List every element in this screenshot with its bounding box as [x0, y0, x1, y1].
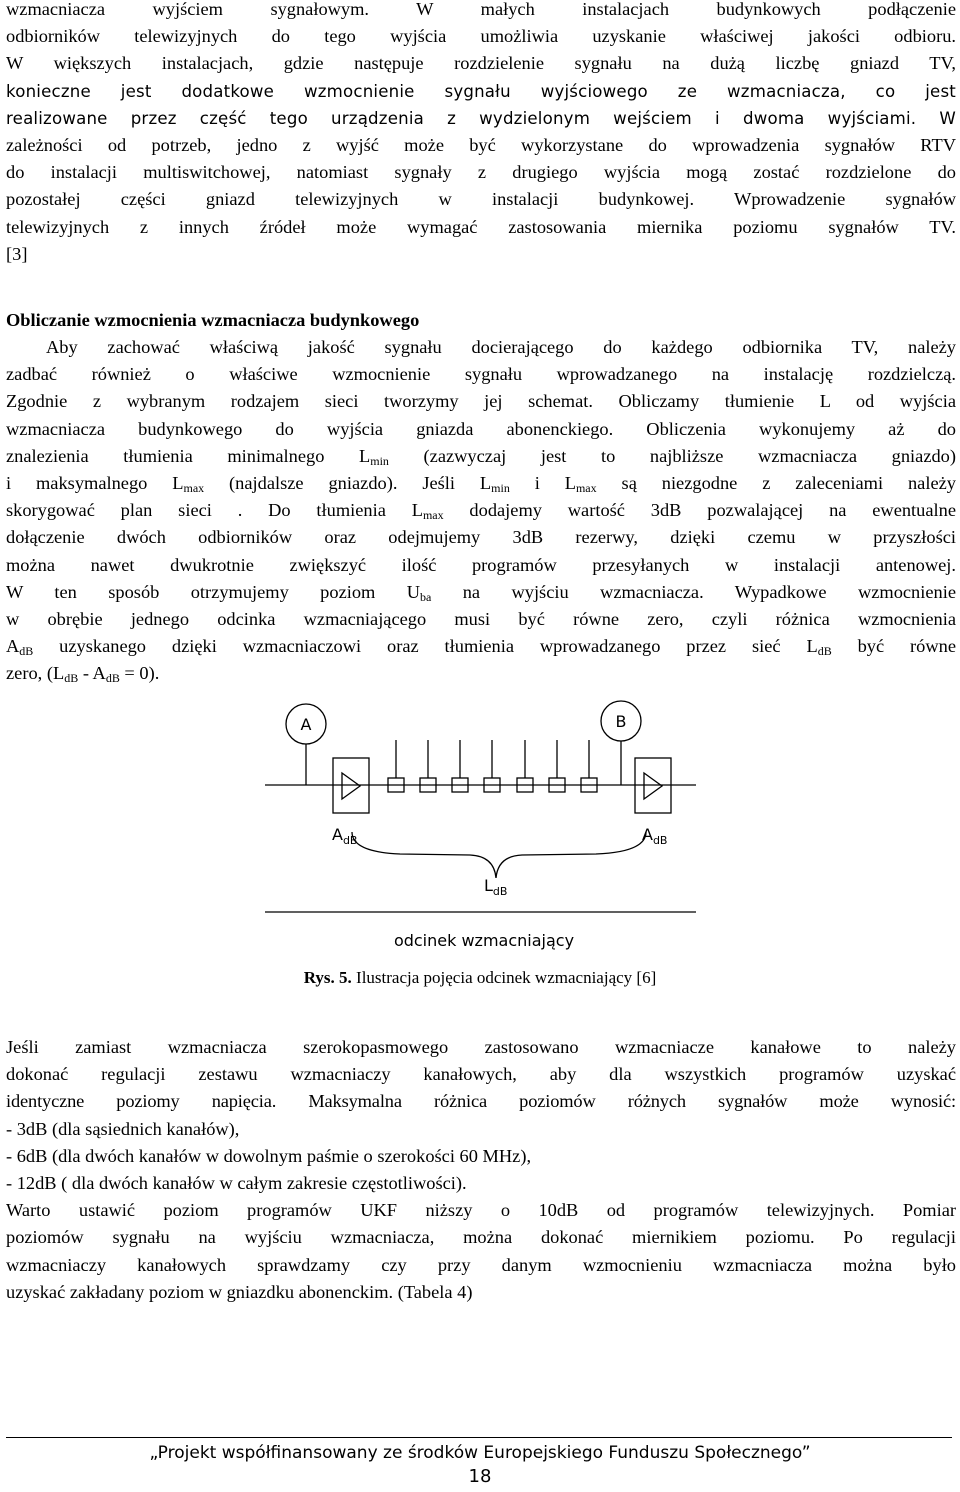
text-line: zależności od potrzeb, jedno z wyjść może być wykorzystane do wprowadzenia sygnałów RTV [6, 135, 956, 156]
page-number: 18 [468, 1466, 492, 1487]
amplifier-b-symbol [644, 773, 662, 799]
loss-label: $L_{dB}$ [484, 876, 508, 898]
text-line: do instalacji multiswitchowej, natomiast sygnały z drugiego wyjścia mogą zostać rozdzielone do [6, 162, 956, 183]
text-line: wzmacniaczy kanałowych sprawdzamy czy przy danym wzmocnieniu wzmacniacza można było [6, 1254, 956, 1275]
text-line: zadbać również o właściwe wzmocnienie sygnału wprowadzanego na instalację rozdzielczą. [6, 364, 956, 385]
text-line: pozostałej części gniazd telewizyjnych w instalacji budynkowej. Wprowadzenie sygnałów [6, 189, 956, 210]
gain-a-label: $A_{dB}$ [332, 825, 358, 847]
segment-brace [352, 832, 646, 878]
text-line: dołączenie dwóch odbiorników oraz odejmujemy 3dB rezerwy, dzięki czemu w przyszłości [6, 527, 956, 548]
list-item: - 12dB ( dla dwóch kanałów w całym zakresie częstotliwości). [6, 1173, 467, 1194]
list-item: - 3dB (dla sąsiednich kanałów), [6, 1118, 240, 1139]
text-line: poziomów sygnału na wyjściu wzmacniacza, można dokonać miernikiem poziomu. Po regulacji [6, 1227, 956, 1248]
text-line: odbiorników telewizyjnych do tego wyjścia umożliwia uzyskanie właściwej jakości odbioru. [6, 26, 956, 47]
node-b-label: B [615, 712, 627, 731]
text-line: telewizyjnych z innych źródeł może wymagać zastosowania miernika poziomu sygnałów TV. [6, 216, 956, 237]
text-line: W ten sposób otrzymujemy poziom $U_{ba}$ na wyjściu wzmacniacza. Wypadkowe wzmocnienie [6, 581, 956, 604]
list-item: - 6dB (dla dwóch kanałów w dowolnym paśmie o szerokości 60 MHz), [6, 1145, 532, 1166]
section-heading: Obliczanie wzmocnienia wzmacniacza budynkowego [6, 310, 420, 330]
text-line: można nawet dwukrotnie zwiększyć ilość programów przesyłanych w instalacji antenowej. [6, 554, 956, 575]
footer-divider [6, 1437, 952, 1438]
text-line: [3] [6, 243, 28, 264]
intro-paragraph [6, 0, 956, 268]
text-line: w obrębie jednego odcinka wzmacniającego musi być równe zero, czyli różnica wzmocnienia [6, 609, 956, 630]
text-line: Jeśli zamiast wzmacniacza szerokopasmowego zastosowano wzmacniacze kanałowe to należy [6, 1037, 956, 1057]
segment-label: odcinek wzmacniający [393, 931, 575, 950]
footer-text: „Projekt współfinansowany ze środków Europejskiego Funduszu Społecznego” [149, 1443, 811, 1463]
tap-outlets [388, 740, 597, 792]
amplifier-a-symbol [342, 773, 360, 799]
text-line: Aby zachować właściwą jakość sygnału docierającego do każdego odbiornika TV, należy [46, 337, 956, 357]
text-line: Zgodnie z wybranym rodzajem sieci tworzymy jej schemat. Obliczamy tłumienie L od wyjścia [6, 391, 956, 412]
text-line: zero, $(L_{dB} - A_{dB} = 0)$. [6, 663, 160, 686]
gain-b-label: $A_{dB}$ [642, 825, 668, 847]
text-line: W większych instalacjach, gdzie następuje rozdzielenie sygnału na dużą liczbę gniazd TV, [6, 53, 956, 74]
figure-caption: Rys. 5. Ilustracja pojęcia odcinek wzmacniający [6] [303, 968, 657, 987]
text-line: i maksymalnego $L_{max}$ (najdalsze gniazdo). Jeśli $L_{min}$ i $L_{max}$ są niezgodne z zaleceniami należy [6, 473, 956, 496]
text-line: konieczne jest dodatkowe wzmocnienie sygnału wyjściowego ze wzmacniacza, co jest [6, 81, 956, 101]
text-line: skorygować plan sieci . Do tłumienia $L_{max}$ dodajemy wartość 3dB pozwalającej na ewentualne [6, 500, 956, 523]
text-line: wzmacniacza budynkowego do wyjścia gniazda abonenckiego. Obliczenia wykonujemy aż do [6, 418, 956, 439]
text-line: $A_{dB}$ uzyskanego dzięki wzmacniaczowi oraz tłumienia wprowadzanego przez sieć $L_{dB}$ być równe [6, 636, 956, 659]
text-line: realizowane przez część tego urządzenia z wydzielonym wejściem i dwoma wyjściami. W [6, 108, 956, 128]
text-line: uzyskać zakładany poziom w gniazdku abonenckim. (Tabela 4) [6, 1281, 473, 1302]
node-a-label: A [300, 715, 312, 734]
text-line: dokonać regulacji zestawu wzmacniaczy kanałowych, aby dla wszystkich programów uzyskać [6, 1064, 956, 1085]
channel-paragraph [6, 1034, 956, 1306]
text-line: znalezienia tłumienia minimalnego $L_{min}$ (zazwyczaj jest to najbliższe wzmacniacza gniazdo) [6, 445, 957, 468]
text-line: Warto ustawić poziom programów UKF niższy o 10dB od programów telewizyjnych. Pomiar [6, 1200, 956, 1221]
calc-paragraph [6, 334, 956, 688]
text-line: wzmacniacza wyjściem sygnałowym. W małych instalacjach budynkowych podłączenie [6, 0, 956, 19]
text-line: identyczne poziomy napięcia. Maksymalna różnica poziomów różnych sygnałów może wynosić: [6, 1091, 956, 1112]
amplifier-segment-diagram [0, 690, 960, 960]
